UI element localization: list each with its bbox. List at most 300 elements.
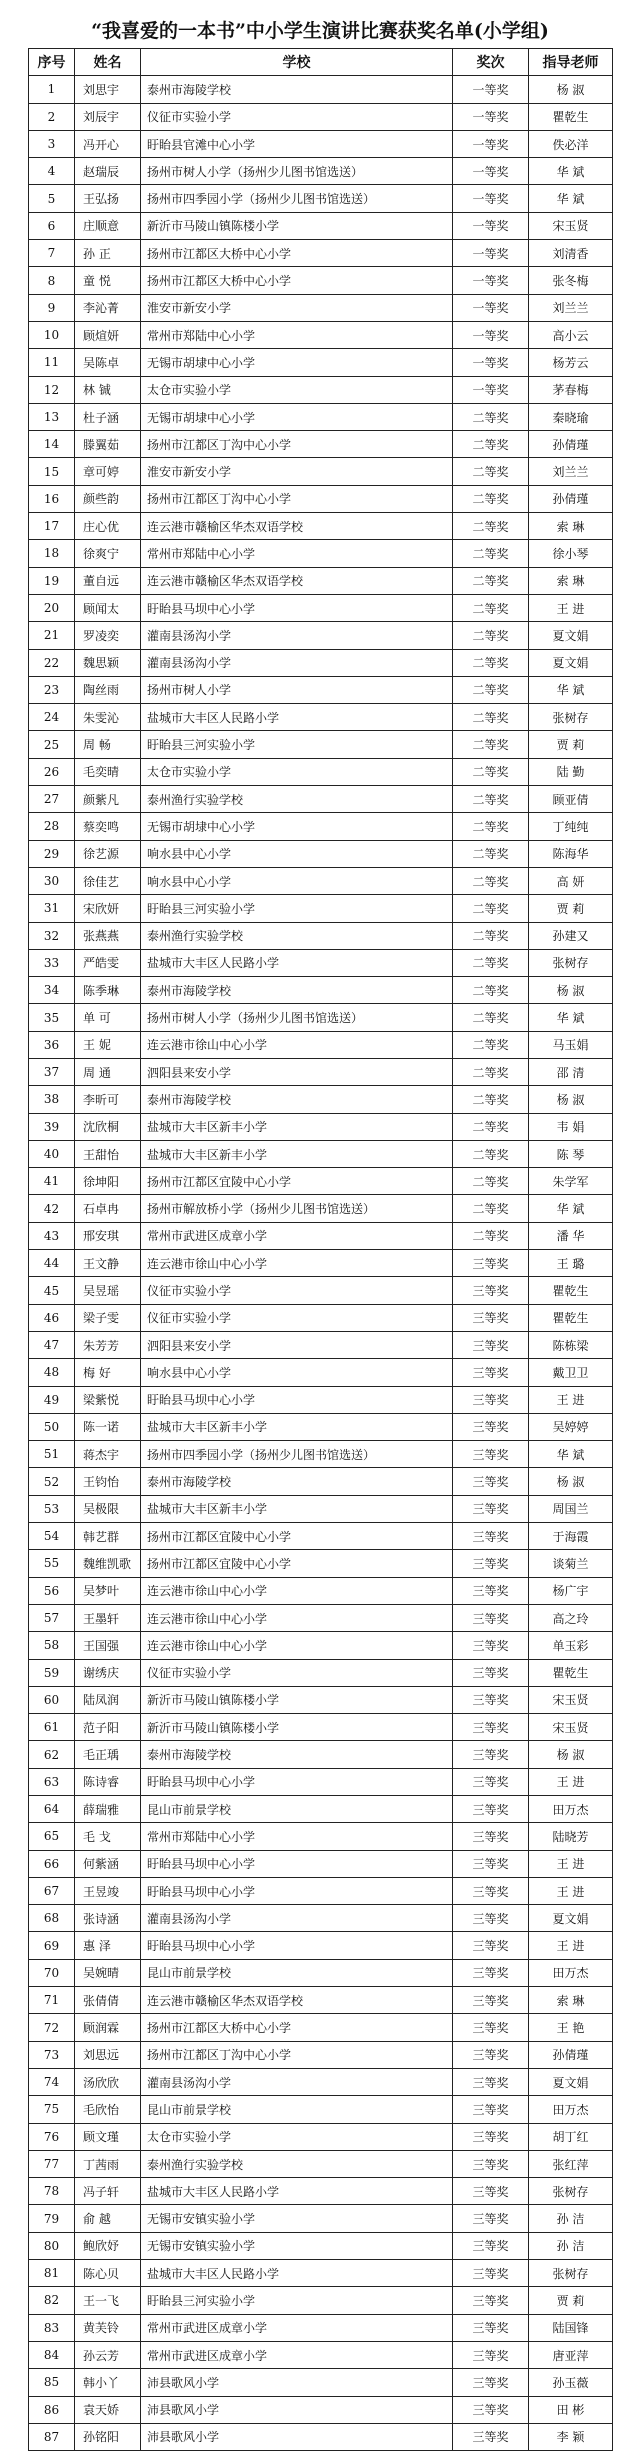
cell-award: 三等奖 xyxy=(453,1577,529,1604)
cell-award: 三等奖 xyxy=(453,1386,529,1413)
cell-index: 14 xyxy=(29,431,75,458)
cell-index: 11 xyxy=(29,349,75,376)
cell-teacher: 陈海华 xyxy=(529,840,613,867)
table-row xyxy=(29,103,613,130)
cell-award: 一等奖 xyxy=(453,76,529,103)
cell-index: 79 xyxy=(29,2205,75,2232)
cell-index: 4 xyxy=(29,158,75,185)
cell-teacher: 张红萍 xyxy=(529,2150,613,2177)
cell-school: 新沂市马陵山镇陈楼小学 xyxy=(141,1686,453,1713)
table-row xyxy=(29,813,613,840)
cell-school: 盐城市大丰区新丰小学 xyxy=(141,1140,453,1167)
cell-teacher: 唐亚萍 xyxy=(529,2341,613,2368)
cell-index: 32 xyxy=(29,922,75,949)
table-row xyxy=(29,458,613,485)
cell-student-name: 吴梦叶 xyxy=(75,1577,141,1604)
cell-school: 盐城市大丰区新丰小学 xyxy=(141,1113,453,1140)
cell-teacher: 贾 莉 xyxy=(529,2287,613,2314)
cell-award: 三等奖 xyxy=(453,1495,529,1522)
cell-student-name: 蒋杰宇 xyxy=(75,1441,141,1468)
cell-school: 扬州市江都区宜陵中心小学 xyxy=(141,1523,453,1550)
table-row xyxy=(29,676,613,703)
cell-award: 三等奖 xyxy=(453,2041,529,2068)
table-row xyxy=(29,1632,613,1659)
cell-award: 二等奖 xyxy=(453,1058,529,1085)
table-row xyxy=(29,1604,613,1631)
cell-teacher: 王 进 xyxy=(529,1877,613,1904)
cell-award: 二等奖 xyxy=(453,540,529,567)
cell-teacher: 田万杰 xyxy=(529,1959,613,1986)
cell-award: 三等奖 xyxy=(453,1550,529,1577)
cell-award: 二等奖 xyxy=(453,567,529,594)
cell-award: 三等奖 xyxy=(453,2423,529,2450)
cell-award: 三等奖 xyxy=(453,1659,529,1686)
table-row xyxy=(29,130,613,157)
cell-student-name: 黄芙铃 xyxy=(75,2314,141,2341)
cell-index: 73 xyxy=(29,2041,75,2068)
cell-index: 66 xyxy=(29,1850,75,1877)
cell-school: 扬州市江都区大桥中心小学 xyxy=(141,240,453,267)
cell-award: 二等奖 xyxy=(453,485,529,512)
cell-award: 三等奖 xyxy=(453,2396,529,2423)
cell-school: 常州市郑陆中心小学 xyxy=(141,321,453,348)
cell-student-name: 罗凌奕 xyxy=(75,622,141,649)
cell-student-name: 邢安琪 xyxy=(75,1222,141,1249)
cell-teacher: 宋玉贤 xyxy=(529,1714,613,1741)
cell-school: 太仓市实验小学 xyxy=(141,758,453,785)
cell-school: 连云港市徐山中心小学 xyxy=(141,1632,453,1659)
cell-school: 昆山市前景学校 xyxy=(141,1959,453,1986)
cell-index: 41 xyxy=(29,1168,75,1195)
table-body xyxy=(29,76,613,2451)
cell-index: 71 xyxy=(29,1987,75,2014)
cell-award: 三等奖 xyxy=(453,2150,529,2177)
awards-table xyxy=(28,48,613,2451)
table-row xyxy=(29,1222,613,1249)
cell-index: 19 xyxy=(29,567,75,594)
cell-student-name: 王国强 xyxy=(75,1632,141,1659)
cell-award: 三等奖 xyxy=(453,1686,529,1713)
table-row xyxy=(29,2123,613,2150)
cell-index: 1 xyxy=(29,76,75,103)
cell-school: 盐城市大丰区新丰小学 xyxy=(141,1413,453,1440)
cell-student-name: 杜子涵 xyxy=(75,403,141,430)
cell-student-name: 梁子雯 xyxy=(75,1304,141,1331)
cell-award: 一等奖 xyxy=(453,130,529,157)
cell-index: 18 xyxy=(29,540,75,567)
table-row xyxy=(29,649,613,676)
table-row xyxy=(29,1905,613,1932)
table-row xyxy=(29,2260,613,2287)
cell-award: 二等奖 xyxy=(453,649,529,676)
cell-student-name: 梅 好 xyxy=(75,1359,141,1386)
cell-school: 沛县歌风小学 xyxy=(141,2369,453,2396)
cell-award: 二等奖 xyxy=(453,786,529,813)
cell-student-name: 吴陈卓 xyxy=(75,349,141,376)
cell-teacher: 李 颖 xyxy=(529,2423,613,2450)
table-row xyxy=(29,731,613,758)
cell-teacher: 孙建又 xyxy=(529,922,613,949)
cell-award: 二等奖 xyxy=(453,1086,529,1113)
cell-teacher: 夏文娟 xyxy=(529,2068,613,2095)
cell-teacher: 田万杰 xyxy=(529,2096,613,2123)
cell-teacher: 华 斌 xyxy=(529,676,613,703)
table-row xyxy=(29,1577,613,1604)
cell-index: 8 xyxy=(29,267,75,294)
cell-index: 44 xyxy=(29,1250,75,1277)
cell-school: 盐城市大丰区人民路小学 xyxy=(141,949,453,976)
table-row xyxy=(29,267,613,294)
cell-student-name: 朱雯沁 xyxy=(75,704,141,731)
table-row xyxy=(29,2096,613,2123)
cell-index: 6 xyxy=(29,212,75,239)
cell-index: 54 xyxy=(29,1523,75,1550)
cell-index: 53 xyxy=(29,1495,75,1522)
cell-award: 一等奖 xyxy=(453,349,529,376)
cell-school: 扬州市江都区大桥中心小学 xyxy=(141,2014,453,2041)
cell-school: 泰州市海陵学校 xyxy=(141,1741,453,1768)
cell-school: 泰州渔行实验学校 xyxy=(141,786,453,813)
cell-student-name: 李昕可 xyxy=(75,1086,141,1113)
cell-index: 33 xyxy=(29,949,75,976)
cell-student-name: 孙 正 xyxy=(75,240,141,267)
cell-school: 扬州市江都区丁沟中心小学 xyxy=(141,485,453,512)
cell-school: 昆山市前景学校 xyxy=(141,1796,453,1823)
table-row xyxy=(29,76,613,103)
cell-award: 三等奖 xyxy=(453,1877,529,1904)
cell-teacher: 杨 淑 xyxy=(529,1741,613,1768)
cell-teacher: 瞿乾生 xyxy=(529,1277,613,1304)
cell-teacher: 胡丁红 xyxy=(529,2123,613,2150)
cell-school: 连云港市赣榆区华杰双语学校 xyxy=(141,513,453,540)
table-row xyxy=(29,158,613,185)
cell-award: 三等奖 xyxy=(453,2205,529,2232)
cell-school: 无锡市胡埭中心小学 xyxy=(141,403,453,430)
table-row xyxy=(29,1495,613,1522)
cell-student-name: 张燕燕 xyxy=(75,922,141,949)
cell-student-name: 李沁菁 xyxy=(75,294,141,321)
cell-index: 82 xyxy=(29,2287,75,2314)
cell-teacher: 王 璐 xyxy=(529,1250,613,1277)
cell-school: 泰州渔行实验学校 xyxy=(141,922,453,949)
cell-index: 26 xyxy=(29,758,75,785)
cell-teacher: 华 斌 xyxy=(529,1441,613,1468)
table-row xyxy=(29,2150,613,2177)
table-row xyxy=(29,513,613,540)
cell-student-name: 冯开心 xyxy=(75,130,141,157)
table-row xyxy=(29,2014,613,2041)
table-row xyxy=(29,1987,613,2014)
cell-student-name: 吴昱瑶 xyxy=(75,1277,141,1304)
cell-school: 响水县中心小学 xyxy=(141,840,453,867)
cell-school: 泰州市海陵学校 xyxy=(141,1468,453,1495)
cell-index: 29 xyxy=(29,840,75,867)
cell-student-name: 梁紫悦 xyxy=(75,1386,141,1413)
cell-award: 一等奖 xyxy=(453,103,529,130)
cell-student-name: 沈欣桐 xyxy=(75,1113,141,1140)
cell-student-name: 韩艺群 xyxy=(75,1523,141,1550)
cell-student-name: 石卓冉 xyxy=(75,1195,141,1222)
cell-school: 太仓市实验小学 xyxy=(141,376,453,403)
cell-school: 扬州市四季园小学（扬州少儿图书馆选送） xyxy=(141,1441,453,1468)
cell-teacher: 华 斌 xyxy=(529,1195,613,1222)
cell-teacher: 杨 淑 xyxy=(529,76,613,103)
table-row xyxy=(29,949,613,976)
cell-teacher: 高之玲 xyxy=(529,1604,613,1631)
cell-index: 28 xyxy=(29,813,75,840)
cell-school: 盱眙县三河实验小学 xyxy=(141,731,453,758)
cell-teacher: 刘清香 xyxy=(529,240,613,267)
cell-award: 二等奖 xyxy=(453,1113,529,1140)
table-row xyxy=(29,2178,613,2205)
cell-teacher: 丁纯纯 xyxy=(529,813,613,840)
table-row xyxy=(29,540,613,567)
cell-school: 仪征市实验小学 xyxy=(141,1304,453,1331)
table-row xyxy=(29,485,613,512)
table-row xyxy=(29,1877,613,1904)
cell-index: 3 xyxy=(29,130,75,157)
cell-index: 23 xyxy=(29,676,75,703)
cell-school: 无锡市胡埭中心小学 xyxy=(141,813,453,840)
cell-award: 三等奖 xyxy=(453,1468,529,1495)
cell-index: 52 xyxy=(29,1468,75,1495)
table-row xyxy=(29,431,613,458)
cell-teacher: 孙 洁 xyxy=(529,2232,613,2259)
cell-teacher: 徐小琴 xyxy=(529,540,613,567)
cell-student-name: 林 铖 xyxy=(75,376,141,403)
cell-teacher: 潘 华 xyxy=(529,1222,613,1249)
cell-index: 85 xyxy=(29,2369,75,2396)
table-row xyxy=(29,2232,613,2259)
cell-teacher: 索 琳 xyxy=(529,1987,613,2014)
cell-student-name: 陈一诺 xyxy=(75,1413,141,1440)
cell-award: 二等奖 xyxy=(453,513,529,540)
cell-school: 扬州市解放桥小学（扬州少儿图书馆选送） xyxy=(141,1195,453,1222)
cell-index: 12 xyxy=(29,376,75,403)
cell-school: 泗阳县来安小学 xyxy=(141,1058,453,1085)
table-row xyxy=(29,1004,613,1031)
cell-teacher: 邵 清 xyxy=(529,1058,613,1085)
table-row xyxy=(29,1277,613,1304)
cell-teacher: 田万杰 xyxy=(529,1796,613,1823)
cell-index: 31 xyxy=(29,895,75,922)
table-row xyxy=(29,758,613,785)
cell-school: 扬州市树人小学 xyxy=(141,676,453,703)
cell-school: 连云港市赣榆区华杰双语学校 xyxy=(141,567,453,594)
cell-award: 二等奖 xyxy=(453,867,529,894)
cell-student-name: 何紫涵 xyxy=(75,1850,141,1877)
cell-award: 一等奖 xyxy=(453,240,529,267)
cell-student-name: 毛奕晴 xyxy=(75,758,141,785)
cell-school: 新沂市马陵山镇陈楼小学 xyxy=(141,1714,453,1741)
cell-school: 淮安市新安小学 xyxy=(141,458,453,485)
cell-student-name: 韩小丫 xyxy=(75,2369,141,2396)
cell-school: 盱眙县马坝中心小学 xyxy=(141,1877,453,1904)
cell-student-name: 张倩倩 xyxy=(75,1987,141,2014)
cell-index: 36 xyxy=(29,1031,75,1058)
cell-index: 81 xyxy=(29,2260,75,2287)
table-row xyxy=(29,594,613,621)
table-row xyxy=(29,376,613,403)
cell-teacher: 杨 淑 xyxy=(529,1468,613,1495)
cell-school: 泰州市海陵学校 xyxy=(141,977,453,1004)
table-row xyxy=(29,1796,613,1823)
cell-award: 三等奖 xyxy=(453,2178,529,2205)
cell-school: 响水县中心小学 xyxy=(141,867,453,894)
table-row xyxy=(29,349,613,376)
cell-award: 三等奖 xyxy=(453,1331,529,1358)
cell-index: 17 xyxy=(29,513,75,540)
cell-student-name: 王钧怡 xyxy=(75,1468,141,1495)
cell-student-name: 汤欣欣 xyxy=(75,2068,141,2095)
cell-student-name: 朱芳芳 xyxy=(75,1331,141,1358)
cell-index: 50 xyxy=(29,1413,75,1440)
cell-award: 三等奖 xyxy=(453,1987,529,2014)
cell-index: 42 xyxy=(29,1195,75,1222)
cell-teacher: 瞿乾生 xyxy=(529,1659,613,1686)
cell-student-name: 谢绣庆 xyxy=(75,1659,141,1686)
cell-award: 三等奖 xyxy=(453,2314,529,2341)
cell-teacher: 张树存 xyxy=(529,2178,613,2205)
cell-teacher: 杨 淑 xyxy=(529,977,613,1004)
table-row xyxy=(29,1359,613,1386)
cell-award: 三等奖 xyxy=(453,1741,529,1768)
cell-student-name: 惠 泽 xyxy=(75,1932,141,1959)
cell-student-name: 刘思宇 xyxy=(75,76,141,103)
cell-school: 灌南县汤沟小学 xyxy=(141,1905,453,1932)
cell-index: 61 xyxy=(29,1714,75,1741)
cell-student-name: 毛欣怡 xyxy=(75,2096,141,2123)
cell-award: 二等奖 xyxy=(453,1140,529,1167)
cell-student-name: 王甜怡 xyxy=(75,1140,141,1167)
cell-school: 无锡市安镇实验小学 xyxy=(141,2205,453,2232)
cell-student-name: 丁茜雨 xyxy=(75,2150,141,2177)
cell-award: 三等奖 xyxy=(453,1768,529,1795)
cell-school: 泰州市海陵学校 xyxy=(141,1086,453,1113)
table-row xyxy=(29,321,613,348)
cell-teacher: 瞿乾生 xyxy=(529,1304,613,1331)
cell-award: 三等奖 xyxy=(453,2096,529,2123)
cell-teacher: 陆晓芳 xyxy=(529,1823,613,1850)
cell-award: 三等奖 xyxy=(453,1632,529,1659)
cell-school: 灌南县汤沟小学 xyxy=(141,649,453,676)
cell-award: 三等奖 xyxy=(453,2068,529,2095)
cell-school: 盐城市大丰区新丰小学 xyxy=(141,1495,453,1522)
cell-award: 二等奖 xyxy=(453,895,529,922)
cell-award: 三等奖 xyxy=(453,1523,529,1550)
cell-teacher: 瞿乾生 xyxy=(529,103,613,130)
cell-index: 40 xyxy=(29,1140,75,1167)
cell-award: 三等奖 xyxy=(453,2014,529,2041)
cell-teacher: 于海霞 xyxy=(529,1523,613,1550)
cell-student-name: 颜紫凡 xyxy=(75,786,141,813)
cell-teacher: 王 进 xyxy=(529,1932,613,1959)
cell-index: 24 xyxy=(29,704,75,731)
cell-school: 盱眙县三河实验小学 xyxy=(141,2287,453,2314)
cell-index: 75 xyxy=(29,2096,75,2123)
cell-teacher: 刘兰兰 xyxy=(529,458,613,485)
cell-school: 无锡市胡埭中心小学 xyxy=(141,349,453,376)
cell-index: 55 xyxy=(29,1550,75,1577)
cell-school: 无锡市安镇实验小学 xyxy=(141,2232,453,2259)
table-row xyxy=(29,1386,613,1413)
cell-teacher: 单玉彩 xyxy=(529,1632,613,1659)
cell-student-name: 陈诗睿 xyxy=(75,1768,141,1795)
cell-school: 常州市郑陆中心小学 xyxy=(141,1823,453,1850)
header-teacher: 指导老师 xyxy=(529,49,613,76)
cell-student-name: 陈心贝 xyxy=(75,2260,141,2287)
cell-teacher: 张树存 xyxy=(529,949,613,976)
cell-award: 二等奖 xyxy=(453,594,529,621)
cell-student-name: 张诗涵 xyxy=(75,1905,141,1932)
table-row xyxy=(29,2369,613,2396)
cell-school: 常州市郑陆中心小学 xyxy=(141,540,453,567)
table-row xyxy=(29,840,613,867)
cell-school: 盐城市大丰区人民路小学 xyxy=(141,2260,453,2287)
cell-school: 盱眙县马坝中心小学 xyxy=(141,1932,453,1959)
table-row xyxy=(29,1959,613,1986)
cell-teacher: 杨 淑 xyxy=(529,1086,613,1113)
cell-teacher: 高 妍 xyxy=(529,867,613,894)
cell-index: 34 xyxy=(29,977,75,1004)
cell-teacher: 王 进 xyxy=(529,594,613,621)
cell-student-name: 滕翼茹 xyxy=(75,431,141,458)
table-row xyxy=(29,2423,613,2450)
cell-teacher: 杨广宇 xyxy=(529,1577,613,1604)
cell-school: 连云港市赣榆区华杰双语学校 xyxy=(141,1987,453,2014)
table-row xyxy=(29,1686,613,1713)
cell-award: 三等奖 xyxy=(453,1714,529,1741)
cell-teacher: 张树存 xyxy=(529,2260,613,2287)
cell-teacher: 茅春梅 xyxy=(529,376,613,403)
cell-school: 太仓市实验小学 xyxy=(141,2123,453,2150)
cell-award: 三等奖 xyxy=(453,1604,529,1631)
cell-student-name: 颜些韵 xyxy=(75,485,141,512)
cell-index: 78 xyxy=(29,2178,75,2205)
table-row xyxy=(29,1031,613,1058)
cell-index: 72 xyxy=(29,2014,75,2041)
cell-teacher: 朱学军 xyxy=(529,1168,613,1195)
cell-student-name: 俞 越 xyxy=(75,2205,141,2232)
table-row xyxy=(29,212,613,239)
table-row xyxy=(29,867,613,894)
cell-index: 87 xyxy=(29,2423,75,2450)
cell-student-name: 吴极限 xyxy=(75,1495,141,1522)
table-row xyxy=(29,895,613,922)
cell-index: 83 xyxy=(29,2314,75,2341)
cell-index: 47 xyxy=(29,1331,75,1358)
cell-student-name: 蔡奕鸣 xyxy=(75,813,141,840)
cell-school: 沛县歌风小学 xyxy=(141,2396,453,2423)
cell-teacher: 高小云 xyxy=(529,321,613,348)
cell-teacher: 索 琳 xyxy=(529,513,613,540)
cell-award: 二等奖 xyxy=(453,731,529,758)
cell-award: 二等奖 xyxy=(453,676,529,703)
cell-student-name: 王墨轩 xyxy=(75,1604,141,1631)
cell-index: 30 xyxy=(29,867,75,894)
cell-index: 62 xyxy=(29,1741,75,1768)
table-row xyxy=(29,2314,613,2341)
cell-index: 43 xyxy=(29,1222,75,1249)
cell-student-name: 顾润霖 xyxy=(75,2014,141,2041)
cell-award: 三等奖 xyxy=(453,2341,529,2368)
cell-award: 二等奖 xyxy=(453,840,529,867)
cell-index: 76 xyxy=(29,2123,75,2150)
cell-award: 一等奖 xyxy=(453,321,529,348)
cell-teacher: 华 斌 xyxy=(529,1004,613,1031)
table-row xyxy=(29,1168,613,1195)
cell-student-name: 庄顺意 xyxy=(75,212,141,239)
